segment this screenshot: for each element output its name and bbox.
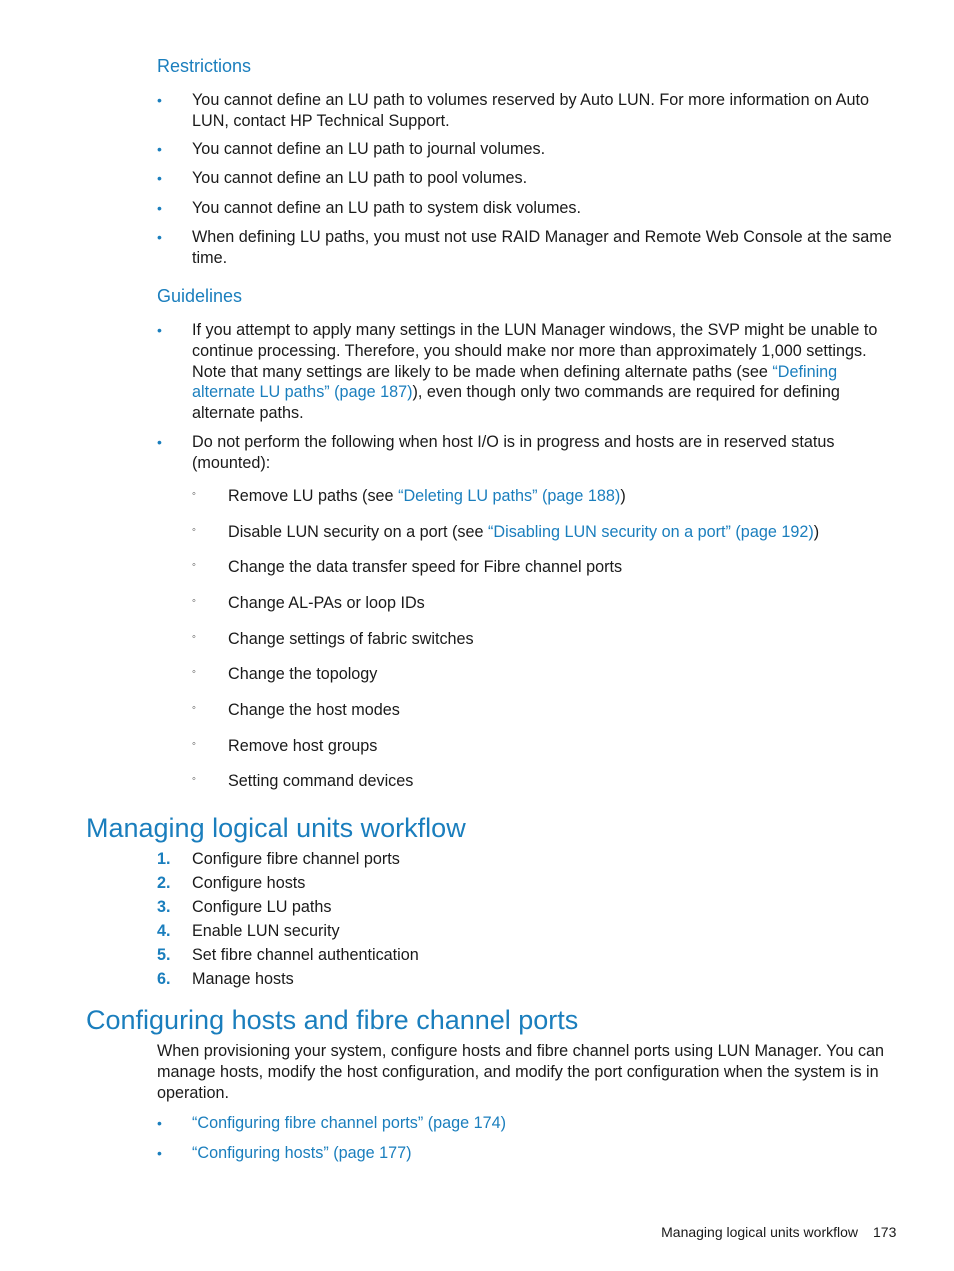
sub-bullet: ◦: [192, 702, 196, 714]
bullet: •: [157, 1145, 162, 1161]
bullet: •: [157, 229, 162, 245]
bullet: •: [157, 200, 162, 216]
step-text: Manage hosts: [192, 970, 294, 988]
sub-bullet: ◦: [192, 738, 196, 750]
step-number: 3.: [157, 898, 171, 916]
bullet: •: [157, 322, 162, 338]
step-text: Configure LU paths: [192, 898, 332, 916]
page-number: 173: [873, 1224, 897, 1240]
list-item: [192, 320, 898, 424]
item-text: ), even though only two commands are required for defining alternate paths.: [192, 383, 840, 423]
list-item: You cannot define an LU path to pool volumes.: [192, 169, 528, 187]
item-text: ): [813, 523, 820, 541]
sub-bullet: ◦: [192, 559, 196, 571]
step-number: 6.: [157, 970, 171, 988]
sub-bullet: ◦: [192, 631, 196, 643]
sub-list-item: [228, 522, 898, 543]
sub-list-item: Change AL-PAs or loop IDs: [228, 594, 425, 612]
bullet: •: [157, 434, 162, 450]
list-item: Do not perform the following when host I/O is in progress and hosts are in reserved status (mounted):: [192, 433, 835, 472]
bullet: •: [157, 1115, 162, 1131]
link-configuring-fibre-channel-ports[interactable]: “Configuring fibre channel ports” (page 174): [192, 1114, 507, 1132]
step-number: 5.: [157, 946, 171, 964]
section-heading-workflow: Managing logical units workflow: [86, 813, 466, 843]
sub-list-item: Change the host modes: [228, 701, 400, 719]
step-text: Set fibre channel authentication: [192, 946, 419, 964]
link-deleting-lu-paths[interactable]: “Deleting LU paths” (page 188): [398, 487, 621, 505]
link-defining-alternate-lu-paths[interactable]: “Defining alternate LU paths” (page 187): [192, 362, 838, 402]
intro-paragraph: When provisioning your system, configure hosts and fibre channel ports using LUN Manager. You can manage hosts, modify the host configuration, and modify the port configuration when the system is in operation.: [157, 1042, 885, 1102]
sub-list-item: Remove host groups: [228, 737, 378, 755]
list-item: You cannot define an LU path to volumes reserved by Auto LUN. For more information on Auto LUN, contact HP Technical Support.: [192, 91, 869, 130]
item-text: Remove LU paths (see: [228, 487, 399, 505]
sub-list-item: Setting command devices: [228, 772, 414, 790]
sub-bullet: ◦: [192, 595, 196, 607]
list-item: You cannot define an LU path to system disk volumes.: [192, 199, 582, 217]
sub-bullet: ◦: [192, 488, 196, 500]
guidelines-heading: Guidelines: [157, 286, 243, 306]
item-text: If you attempt to apply many settings in the LUN Manager windows, the SVP might be unable to continue processing. Therefore, you should make nor more than approximately 1,000 settings. Note that many settings are likely to be made when defining alternate paths (see: [192, 321, 878, 381]
section-heading-configuring: Configuring hosts and fibre channel ports: [86, 1005, 579, 1035]
list-item: You cannot define an LU path to journal volumes.: [192, 140, 546, 158]
bullet: •: [157, 92, 162, 108]
sub-bullet: ◦: [192, 773, 196, 785]
step-number: 1.: [157, 850, 171, 868]
sub-list-item: Change the data transfer speed for Fibre channel ports: [228, 558, 623, 576]
footer-section-title: Managing logical units workflow: [661, 1224, 858, 1240]
item-text: ): [620, 487, 626, 505]
step-text: Configure fibre channel ports: [192, 850, 400, 868]
sub-list-item: Change the topology: [228, 665, 378, 683]
sub-bullet: ◦: [192, 524, 196, 536]
list-item: When defining LU paths, you must not use RAID Manager and Remote Web Console at the same time.: [192, 228, 892, 267]
sub-list-item: [228, 486, 898, 507]
step-text: Configure hosts: [192, 874, 306, 892]
bullet: •: [157, 170, 162, 186]
bullet: •: [157, 141, 162, 157]
item-text: Disable LUN security on a port (see: [228, 523, 489, 541]
restrictions-heading: Restrictions: [157, 56, 252, 76]
link-disabling-lun-security[interactable]: “Disabling LUN security on a port” (page 192): [488, 523, 814, 541]
step-number: 4.: [157, 922, 171, 940]
link-configuring-hosts[interactable]: “Configuring hosts” (page 177): [192, 1144, 412, 1162]
sub-list-item: Change settings of fabric switches: [228, 630, 474, 648]
sub-bullet: ◦: [192, 666, 196, 678]
step-text: Enable LUN security: [192, 922, 340, 940]
step-number: 2.: [157, 874, 171, 892]
